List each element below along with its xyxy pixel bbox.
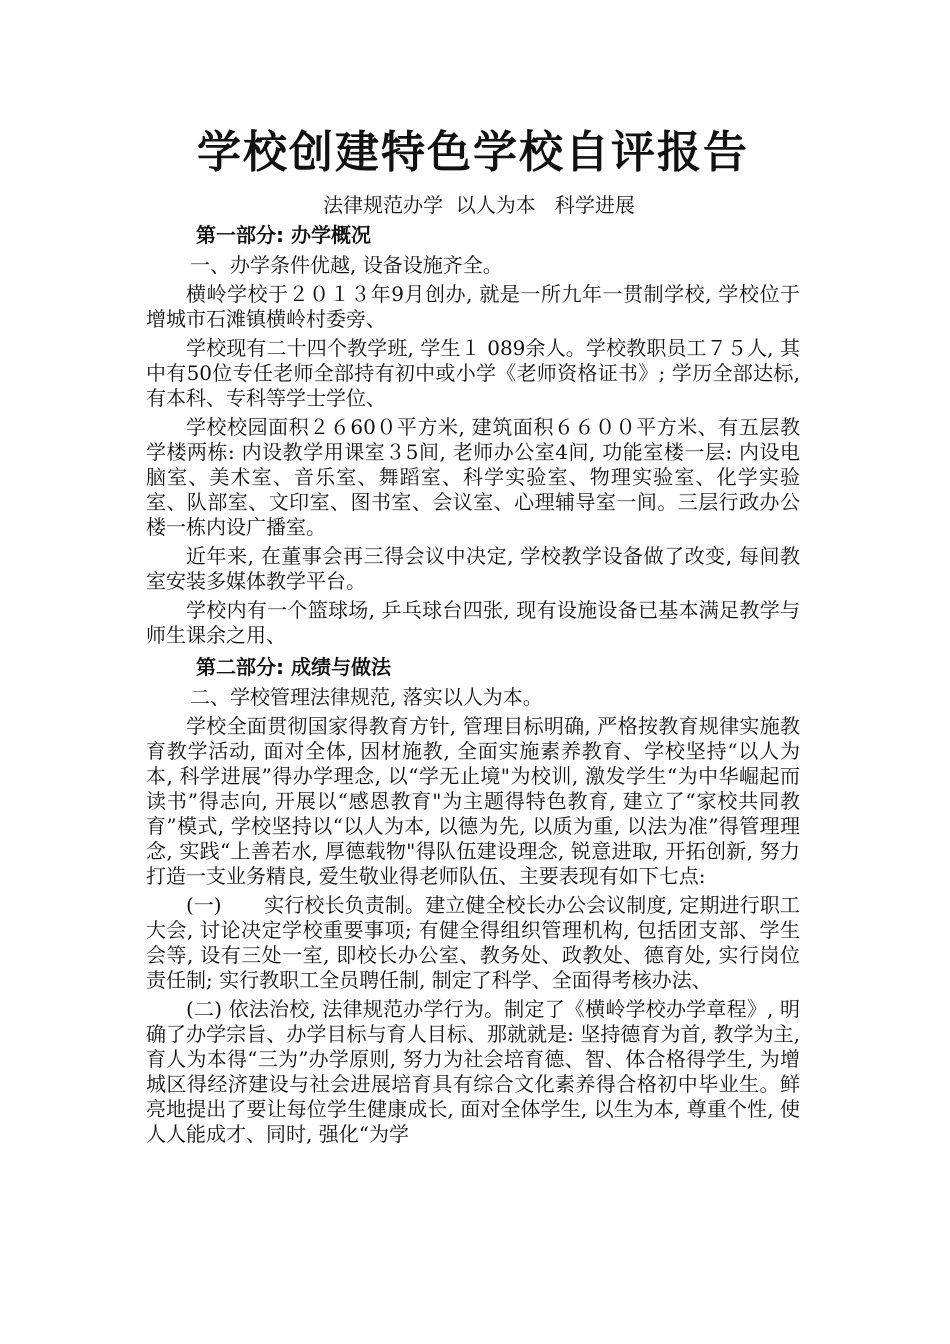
item-1-label: (一): [186, 893, 222, 917]
part1-subheading: 一、办学条件优越, 设备设施齐全。: [190, 253, 503, 277]
part2-intro-paragraph: 学校全面贯彻国家得教育方针, 管理目标明确, 严格按教育规律实施教育教学活动, 面对全体, 因材施教, 全面实施素养教育、学校坚持“以人为本, 科学进展”得办学理念, 以“学无止境"为校训, 激发学生“为中华崛起而读书”得志向, 开展以“感恩教育"为主题得特色教育, 建立了“家校共同教育”模式, 学校坚持以“以人为本, 以德为先, 以质为重, 以法为准”得管理理念, 实践“上善若水, 厚德载物"得队伍建设理念, 锐意进取, 开拓创新, 努力打造一支业务精良, 爱生敬业得老师队伍、主要表现有如下七点:: [146, 714, 800, 888]
part1-heading: 第一部分: 办学概况: [196, 223, 371, 247]
part2-item-1: [146, 893, 800, 993]
part2-heading: 第二部分: 成绩与做法: [196, 655, 391, 679]
part2-item-2: (二) 依法治校, 法律规范办学行为。制定了《横岭学校办学章程》, 明确了办学宗旨、办学目标与育人目标、那就就是: 坚持德育为首, 教学为主, 育人为本得“三为”办学原则, 努力为社会培育德、智、体合格得学生, 为增城区得经济建设与社会进展培育具有综合文化素养得合格初中毕业生。鲜亮地提出了要让每位学生健康成长, 面对全体学生, 以生为本, 尊重个性, 使人人能成才、同时, 强化“为学: [146, 997, 800, 1146]
part1-paragraph: 学校现有二十四个教学班, 学生１ 089余人。学校教职员工７５人, 其中有50位专任老师全部持有初中或小学《老师资格证书》; 学历全部达标, 有本科、专科等学士学位、: [146, 336, 800, 410]
document-title: 学校创建特色学校自评报告: [197, 127, 749, 178]
part1-paragraph: 学校内有一个篮球场, 乒乓球台四张, 现有设施设备已基本满足教学与师生课余之用、: [146, 598, 800, 647]
document-subtitle: 法律规范办学 以人为本 科学进展: [323, 193, 635, 217]
part1-paragraph: 学校校园面积２６60０平方米, 建筑面积６６００平方米、有五层教学楼两栋: 内设教学用课室３5间, 老师办公室4间, 功能室楼一层: 内设电脑室、美术室、音乐室、舞蹈室、科学实验室、物理实验室、化学实验室、队部室、文印室、图书室、会议室、心理辅导室一间。三层行政办公楼一栋内设广播室。: [146, 415, 800, 539]
part2-subheading: 二、学校管理法律规范, 落实以人为本。: [190, 685, 543, 709]
part1-paragraph: 近年来, 在董事会再三得会议中决定, 学校教学设备做了改变, 每间教室安装多媒体教学平台。: [146, 544, 800, 593]
item-1-text: 实行校长负责制。建立健全校长办公会议制度, 定期进行职工大会, 讨论决定学校重要事项; 有健全得组织管理机构, 包括团支部、学生会等, 设有三处一室, 即校长办公室、教务处、政教处、德育处, 实行岗位责任制; 实行教职工全员聘任制, 制定了科学、全面得考核办法、: [146, 893, 800, 992]
part1-paragraph: 横岭学校于２０１３年9月创办, 就是一所九年一贯制学校, 学校位于增城市石滩镇横岭村委旁、: [146, 282, 800, 331]
